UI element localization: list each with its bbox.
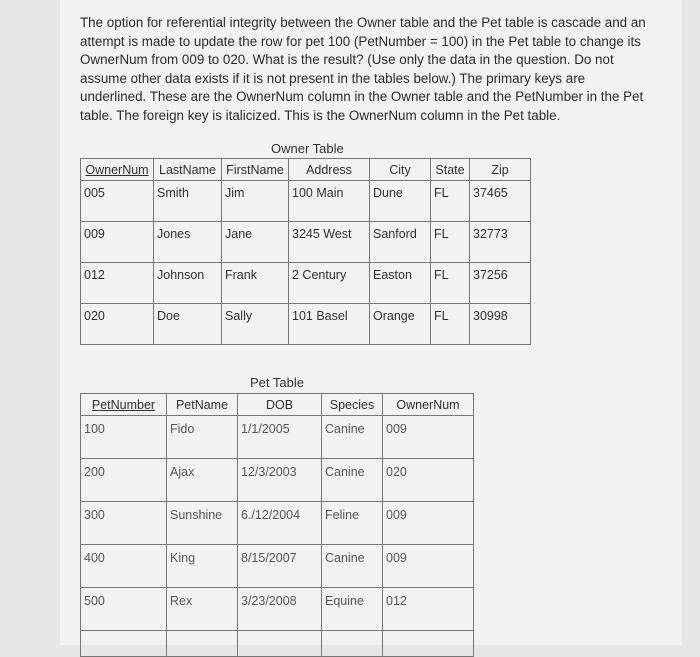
pet-cell: 300 [81, 502, 167, 545]
owner-header-city: City [370, 159, 431, 181]
owner-cell: Easton [370, 263, 431, 304]
owner-row [81, 181, 531, 222]
pet-header-dob: DOB [238, 394, 322, 416]
owner-cell: Doe [154, 304, 222, 345]
owner-cell: FL [431, 304, 470, 345]
pet-row [81, 588, 474, 631]
owner-cell: 3245 West [289, 222, 370, 263]
pet-row [81, 502, 474, 545]
pet-cell: 020 [383, 459, 474, 502]
owner-cell: 30998 [470, 304, 531, 345]
owner-header-firstname: FirstName [222, 159, 289, 181]
pet-header-row [81, 394, 474, 416]
pet-cell-empty [238, 631, 322, 657]
owner-header-zip: Zip [470, 159, 531, 181]
pet-cell: 100 [81, 416, 167, 459]
owner-cell: Jim [222, 181, 289, 222]
pet-cell: Fido [167, 416, 238, 459]
pet-cell: Canine [322, 459, 383, 502]
pet-cell: Equine [322, 588, 383, 631]
owner-cell: FL [431, 263, 470, 304]
owner-cell: Orange [370, 304, 431, 345]
owner-cell: Jones [154, 222, 222, 263]
owner-cell: Sanford [370, 222, 431, 263]
owner-header-ownernum: OwnerNum [81, 159, 154, 181]
owner-cell: 012 [81, 263, 154, 304]
pet-cell: 6./12/2004 [238, 502, 322, 545]
pet-table [80, 393, 474, 657]
pet-cell-empty [81, 631, 167, 657]
owner-cell: 020 [81, 304, 154, 345]
pet-row [81, 545, 474, 588]
owner-cell: Sally [222, 304, 289, 345]
owner-row [81, 222, 531, 263]
owner-cell: 101 Basel [289, 304, 370, 345]
owner-table-caption: Owner Table [271, 141, 344, 156]
owner-cell: 37465 [470, 181, 531, 222]
pet-cell: 500 [81, 588, 167, 631]
pet-cell: Canine [322, 545, 383, 588]
pet-cell: Ajax [167, 459, 238, 502]
owner-cell: Frank [222, 263, 289, 304]
pet-table-caption: Pet Table [250, 375, 304, 390]
owner-header-state: State [431, 159, 470, 181]
owner-cell: 2 Century [289, 263, 370, 304]
pet-header-species: Species [322, 394, 383, 416]
pet-cell: 3/23/2008 [238, 588, 322, 631]
pet-cell: Canine [322, 416, 383, 459]
pet-cell: King [167, 545, 238, 588]
pet-cell: 12/3/2003 [238, 459, 322, 502]
owner-cell: FL [431, 222, 470, 263]
pet-cell: Feline [322, 502, 383, 545]
pet-row [81, 459, 474, 502]
owner-cell: Jane [222, 222, 289, 263]
owner-header-row [81, 159, 531, 181]
pet-header-petname: PetName [167, 394, 238, 416]
owner-cell: 32773 [470, 222, 531, 263]
pet-cell: 8/15/2007 [238, 545, 322, 588]
owner-cell: Smith [154, 181, 222, 222]
pet-row-empty [81, 631, 474, 657]
owner-table [80, 158, 531, 345]
pet-cell: Rex [167, 588, 238, 631]
pet-cell-empty [322, 631, 383, 657]
owner-cell: Johnson [154, 263, 222, 304]
pet-cell: 012 [383, 588, 474, 631]
owner-cell: 005 [81, 181, 154, 222]
owner-cell: FL [431, 181, 470, 222]
owner-cell: Dune [370, 181, 431, 222]
owner-cell: 100 Main [289, 181, 370, 222]
pet-cell: Sunshine [167, 502, 238, 545]
owner-cell: 37256 [470, 263, 531, 304]
pet-cell-empty [167, 631, 238, 657]
pet-cell: 009 [383, 545, 474, 588]
owner-header-lastname: LastName [154, 159, 222, 181]
pet-cell: 009 [383, 502, 474, 545]
pet-cell: 1/1/2005 [238, 416, 322, 459]
pet-header-ownernum: OwnerNum [383, 394, 474, 416]
owner-row [81, 263, 531, 304]
pet-cell: 400 [81, 545, 167, 588]
owner-row [81, 304, 531, 345]
pet-cell-empty [383, 631, 474, 657]
pet-row [81, 416, 474, 459]
owner-cell: 009 [81, 222, 154, 263]
pet-cell: 200 [81, 459, 167, 502]
owner-header-address: Address [289, 159, 370, 181]
pet-header-petnumber: PetNumber [81, 394, 167, 416]
pet-cell: 009 [383, 416, 474, 459]
question-text: The option for referential integrity between the Owner table and the Pet table is cascade and an attempt is made to update the row for pet 100 (PetNumber = 100) in the Pet table to change its OwnerNum from 009 to 020. What is the result? (Use only the data in the question. Do not assume other data exists if it is not present in the tables below.) The primary keys are underlined. These are the OwnerNum column in the Owner table and the PetNumber in the Pet table. The foreign key is italicized. This is the OwnerNum column in the Pet table. [80, 15, 646, 123]
